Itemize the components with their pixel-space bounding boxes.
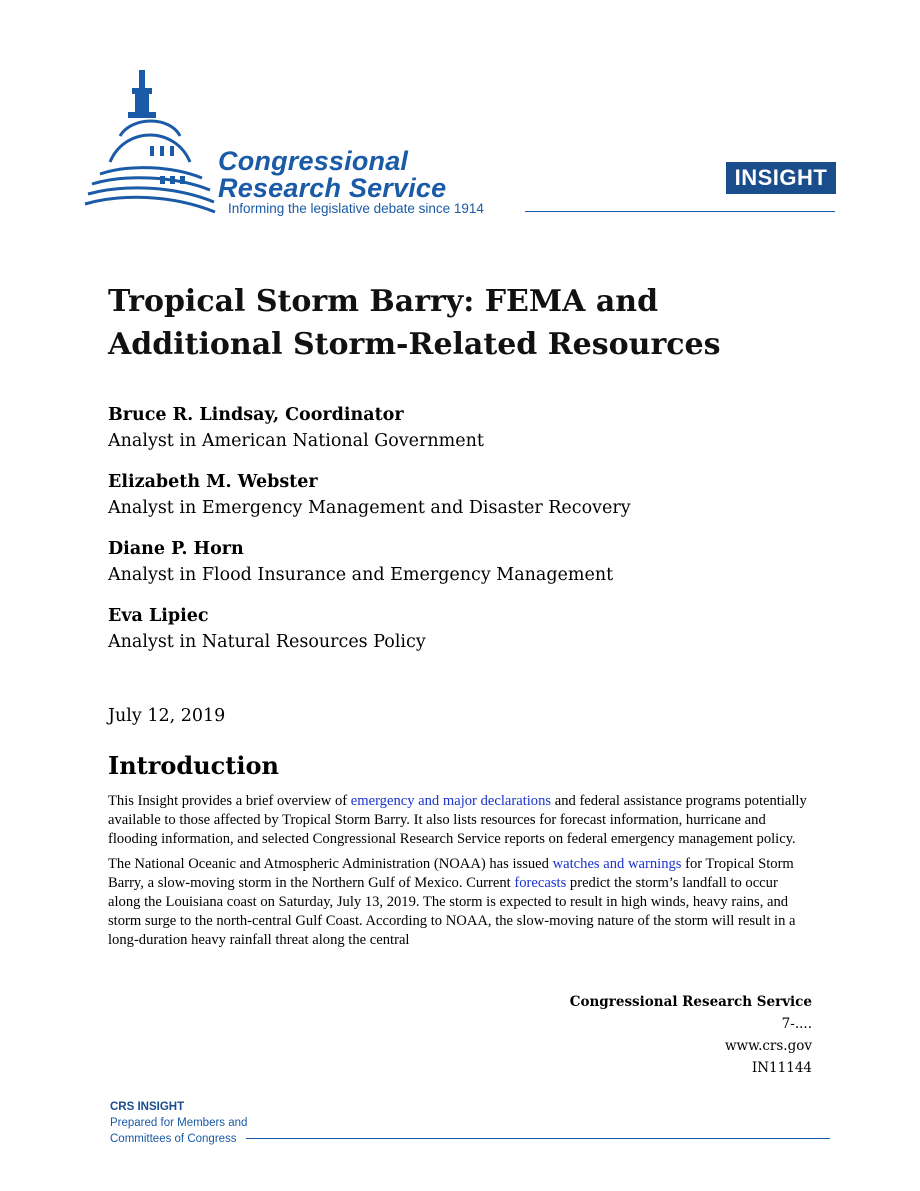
section-heading-introduction: Introduction xyxy=(108,751,279,780)
author-entry xyxy=(108,470,828,521)
link-forecasts[interactable]: forecasts xyxy=(514,874,567,891)
page-title: Tropical Storm Barry: FEMA and Additional Storm-Related Resources xyxy=(108,284,721,362)
header-rule xyxy=(525,211,835,212)
footer-title: CRS INSIGHT xyxy=(110,1101,185,1113)
author-name: Bruce R. Lindsay, Coordinator xyxy=(108,405,404,425)
author-entry xyxy=(108,604,828,655)
org-name-line2: Research Service xyxy=(218,173,447,203)
author-role: Analyst in Flood Insurance and Emergency Management xyxy=(108,565,614,585)
link-watches-warnings[interactable]: watches and warnings xyxy=(552,855,682,872)
author-role: Analyst in American National Government xyxy=(108,431,484,451)
footer-line2: Committees of Congress xyxy=(110,1133,237,1145)
crs-info-block xyxy=(570,991,812,1079)
org-name xyxy=(218,148,446,202)
author-name: Eva Lipiec xyxy=(108,606,209,626)
text-run: and federal assistance programs potentially available to those affected by Tropical Storm Barry. It also lists resources for forecast information, hurricane and flooding information, and selected Congressional Research Service reports on federal emergency management policy. xyxy=(108,793,807,848)
crs-name: Congressional Research Service xyxy=(569,994,812,1010)
text-run: This Insight provides a brief overview of xyxy=(108,793,351,809)
page-footer xyxy=(110,1099,247,1147)
paragraph xyxy=(108,855,808,951)
crs-code: 7-.... xyxy=(781,1016,812,1032)
author-list xyxy=(108,403,828,671)
author-entry xyxy=(108,403,828,454)
org-name-line1: Congressional xyxy=(218,146,409,176)
text-run: The National Oceanic and Atmospheric Administration (NOAA) has issued xyxy=(108,855,553,872)
author-entry xyxy=(108,537,828,588)
author-name: Diane P. Horn xyxy=(108,539,244,559)
author-role: Analyst in Emergency Management and Disaster Recovery xyxy=(108,498,631,518)
text-run: for Tropical Storm Barry, a slow-moving storm in the Northern Gulf of Mexico. Current xyxy=(108,855,794,891)
publication-date: July 12, 2019 xyxy=(108,706,226,726)
crs-id: IN11144 xyxy=(751,1060,812,1076)
insight-badge: INSIGHT xyxy=(726,162,836,194)
capitol-dome-logo xyxy=(80,66,220,216)
author-name: Elizabeth M. Webster xyxy=(108,472,318,492)
intro-body xyxy=(108,792,808,956)
footer-line1: Prepared for Members and xyxy=(110,1117,248,1129)
text-run: predict the storm’s landfall to occur along the Louisiana coast on Saturday, July 13, 2019. The storm is expected to result in high winds, heavy rains, and storm surge to the north-central Gulf Coast. According to NOAA, the slow-moving nature of the storm will result in a long-duration heavy rainfall threat along the central xyxy=(108,874,796,949)
author-role: Analyst in Natural Resources Policy xyxy=(108,632,426,652)
paragraph xyxy=(108,792,808,850)
footer-rule xyxy=(246,1138,830,1139)
tagline: Informing the legislative debate since 1914 xyxy=(228,201,484,216)
crs-url: www.crs.gov xyxy=(725,1038,812,1054)
link-emergency-declarations[interactable]: emergency and major declarations xyxy=(350,793,552,809)
